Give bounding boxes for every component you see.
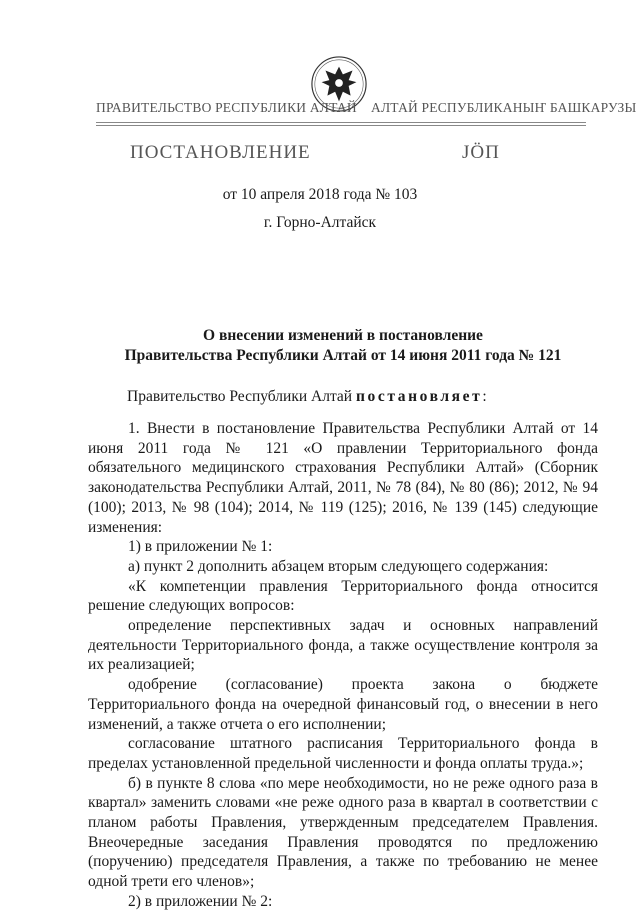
preamble-verb: постановляет [355,388,483,405]
paragraph: согласование штатного расписания Территориального фонда в пределах установленной предельной численности и фонда оплаты труда.»; [88,735,598,772]
government-name-ru: ПРАВИТЕЛЬСТВО РЕСПУБЛИКИ АЛТАЙ [96,100,357,115]
header-divider [96,125,586,126]
paragraph: 2) в приложении № 2: [128,892,273,910]
paragraph: 1) в приложении № 1: [128,538,273,556]
preamble-suffix: : [482,388,487,405]
paragraph: одобрение (согласование) проекта закона о бюджете Территориального фонда на очередной финансовый год, о внесении в него изменений, а также отчета о его исполнении; [88,676,598,733]
document-date-number: от 10 апреля 2018 года № 103 [222,186,418,203]
header-divider [96,122,586,123]
document-title-line-1: О внесении изменений в постановление [203,327,483,344]
document-body [88,419,598,912]
document-title-line-2: Правительства Республики Алтай от 14 июня 2011 года № 121 [124,347,562,364]
document-city: г. Горно-Алтайск [263,214,377,231]
preamble [127,388,487,406]
paragraph: 1. Внести в постановление Правительства Республики Алтай от 14 июня 2011 года № 121 «О правлении Территориального фонда обязательного медицинского страхования Республики Алтай» (Сборник законодательства Республики Алтай, 2011, № 78 (84), № 80 (86); 2012, № 94 (100); 2013, № 98 (104); 2014, № 119 (125); 2016, № 139 (145) следующие изменения: [88,420,598,536]
government-name-alt: АЛТАЙ РЕСПУБЛИКАНЫҤ БАШКАРУЗЫ [371,100,637,115]
preamble-prefix: Правительство Республики Алтай [127,388,353,405]
paragraph: а) пункт 2 дополнить абзацем вторым следующего содержания: [128,557,549,575]
paragraph: «К компетенции правления Территориального фонда относится решение следующих вопросов: [88,577,598,615]
paragraph: б) в пункте 8 слова «по мере необходимости, но не реже одного раза в квартал» заменить словами «не реже одного раза в квартал в соответствии с планом работы Правления, утвержденным председателем Правления. Внеочередные заседания Правления проводятся по предложению (поручению) председателя Правления, а также по требованию не менее одной трети его членов»; [88,774,598,891]
document-kind-ru: ПОСТАНОВЛЕНИЕ [130,142,311,163]
paragraph: определение перспективных задач и основных направлений деятельности Территориального фонда, а также осуществление контроля за их реализацией; [88,617,598,674]
document-kind-alt: ЈӦП [462,142,500,163]
